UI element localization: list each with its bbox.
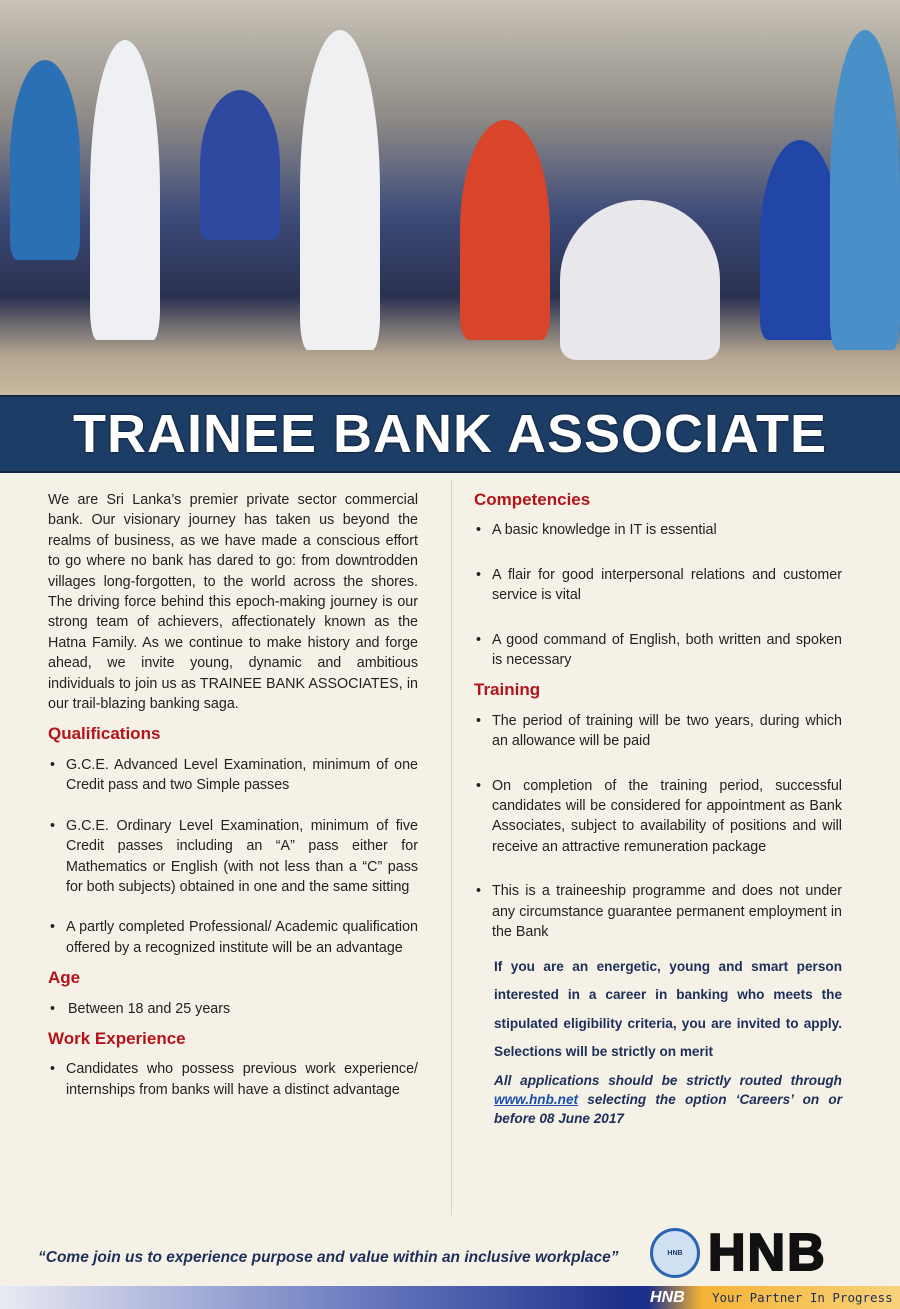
hnb-wordmark: HNB	[708, 1224, 827, 1282]
right-column	[474, 490, 842, 1128]
training-heading: Training	[474, 680, 541, 700]
website-link[interactable]: www.hnb.net	[494, 1091, 579, 1107]
list-item: • G.C.E. Advanced Level Examination, minimum of one Credit pass and two Simple passes	[48, 755, 418, 796]
list-item: • A basic knowledge in IT is essential	[474, 520, 842, 540]
list-item: • A good command of English, both written and spoken is necessary	[474, 630, 842, 671]
list-item: • Candidates who possess previous work experience/ internships from banks will have a distinct advantage	[48, 1059, 418, 1100]
column-divider	[451, 480, 452, 1215]
hnb-logo	[650, 1224, 827, 1282]
apply-deadline: selecting the option ‘Careers’ on or before 08 June 2017	[494, 1091, 842, 1126]
list-item: • A flair for good interpersonal relations and customer service is vital	[474, 565, 842, 606]
bank-seal-icon: HNB	[650, 1228, 700, 1278]
call-to-action: If you are an energetic, young and smart person interested in a career in banking who meets the stipulated eligibility criteria, you are invited to apply. Selections will be strictly on merit	[494, 958, 842, 1059]
left-column	[48, 490, 418, 1120]
tagline: “Come join us to experience purpose and value within an inclusive workplace”	[38, 1249, 619, 1266]
page-title: TRAINEE BANK ASSOCIATE	[72, 404, 828, 464]
apply-instructions	[494, 1071, 842, 1128]
slogan: Your Partner In Progress	[712, 1290, 893, 1305]
group-photo	[0, 0, 900, 395]
list-item: • Between 18 and 25 years	[48, 999, 418, 1019]
footer-strip	[0, 1286, 900, 1309]
list-item: • This is a traineeship programme and does not under any circumstance guarantee permanent employment in the Bank	[474, 881, 842, 942]
footer-logo: HNB	[650, 1288, 685, 1306]
experience-heading: Work Experience	[48, 1028, 186, 1048]
age-heading: Age	[48, 968, 81, 988]
apply-text: All applications should be strictly routed through	[494, 1072, 842, 1088]
title-banner	[0, 395, 900, 473]
qualifications-heading: Qualifications	[48, 724, 161, 744]
list-item: • On completion of the training period, successful candidates will be considered for appointment as Bank Associates, subject to availability of positions and will receive an attractive remuneration package	[474, 776, 842, 858]
list-item: • G.C.E. Ordinary Level Examination, minimum of five Credit passes including an “A” pass either for Mathematics or English (with not less than a “C” pass for both subjects) obtained in one and the same sitting	[48, 816, 418, 898]
list-item: • A partly completed Professional/ Academic qualification offered by a recognized institute will be an advantage	[48, 917, 418, 958]
list-item: • The period of training will be two years, during which an allowance will be paid	[474, 711, 842, 752]
intro-text: We are Sri Lanka’s premier private sector commercial bank. Our visionary journey has taken us beyond the realms of business, as we have made a conscious effort to go where no bank has dared to go: from downtrodden villages long-forgotten, to the world across the shores. The driving force behind this epoch-making journey is our strong team of achievers, affectionately known as the Hatna Family. As we continue to make history and forge ahead, we invite young, dynamic and ambitious individuals to join us as TRAINEE BANK ASSOCIATES, in our trail-blazing banking saga.	[48, 492, 418, 713]
competencies-heading: Competencies	[474, 490, 591, 509]
